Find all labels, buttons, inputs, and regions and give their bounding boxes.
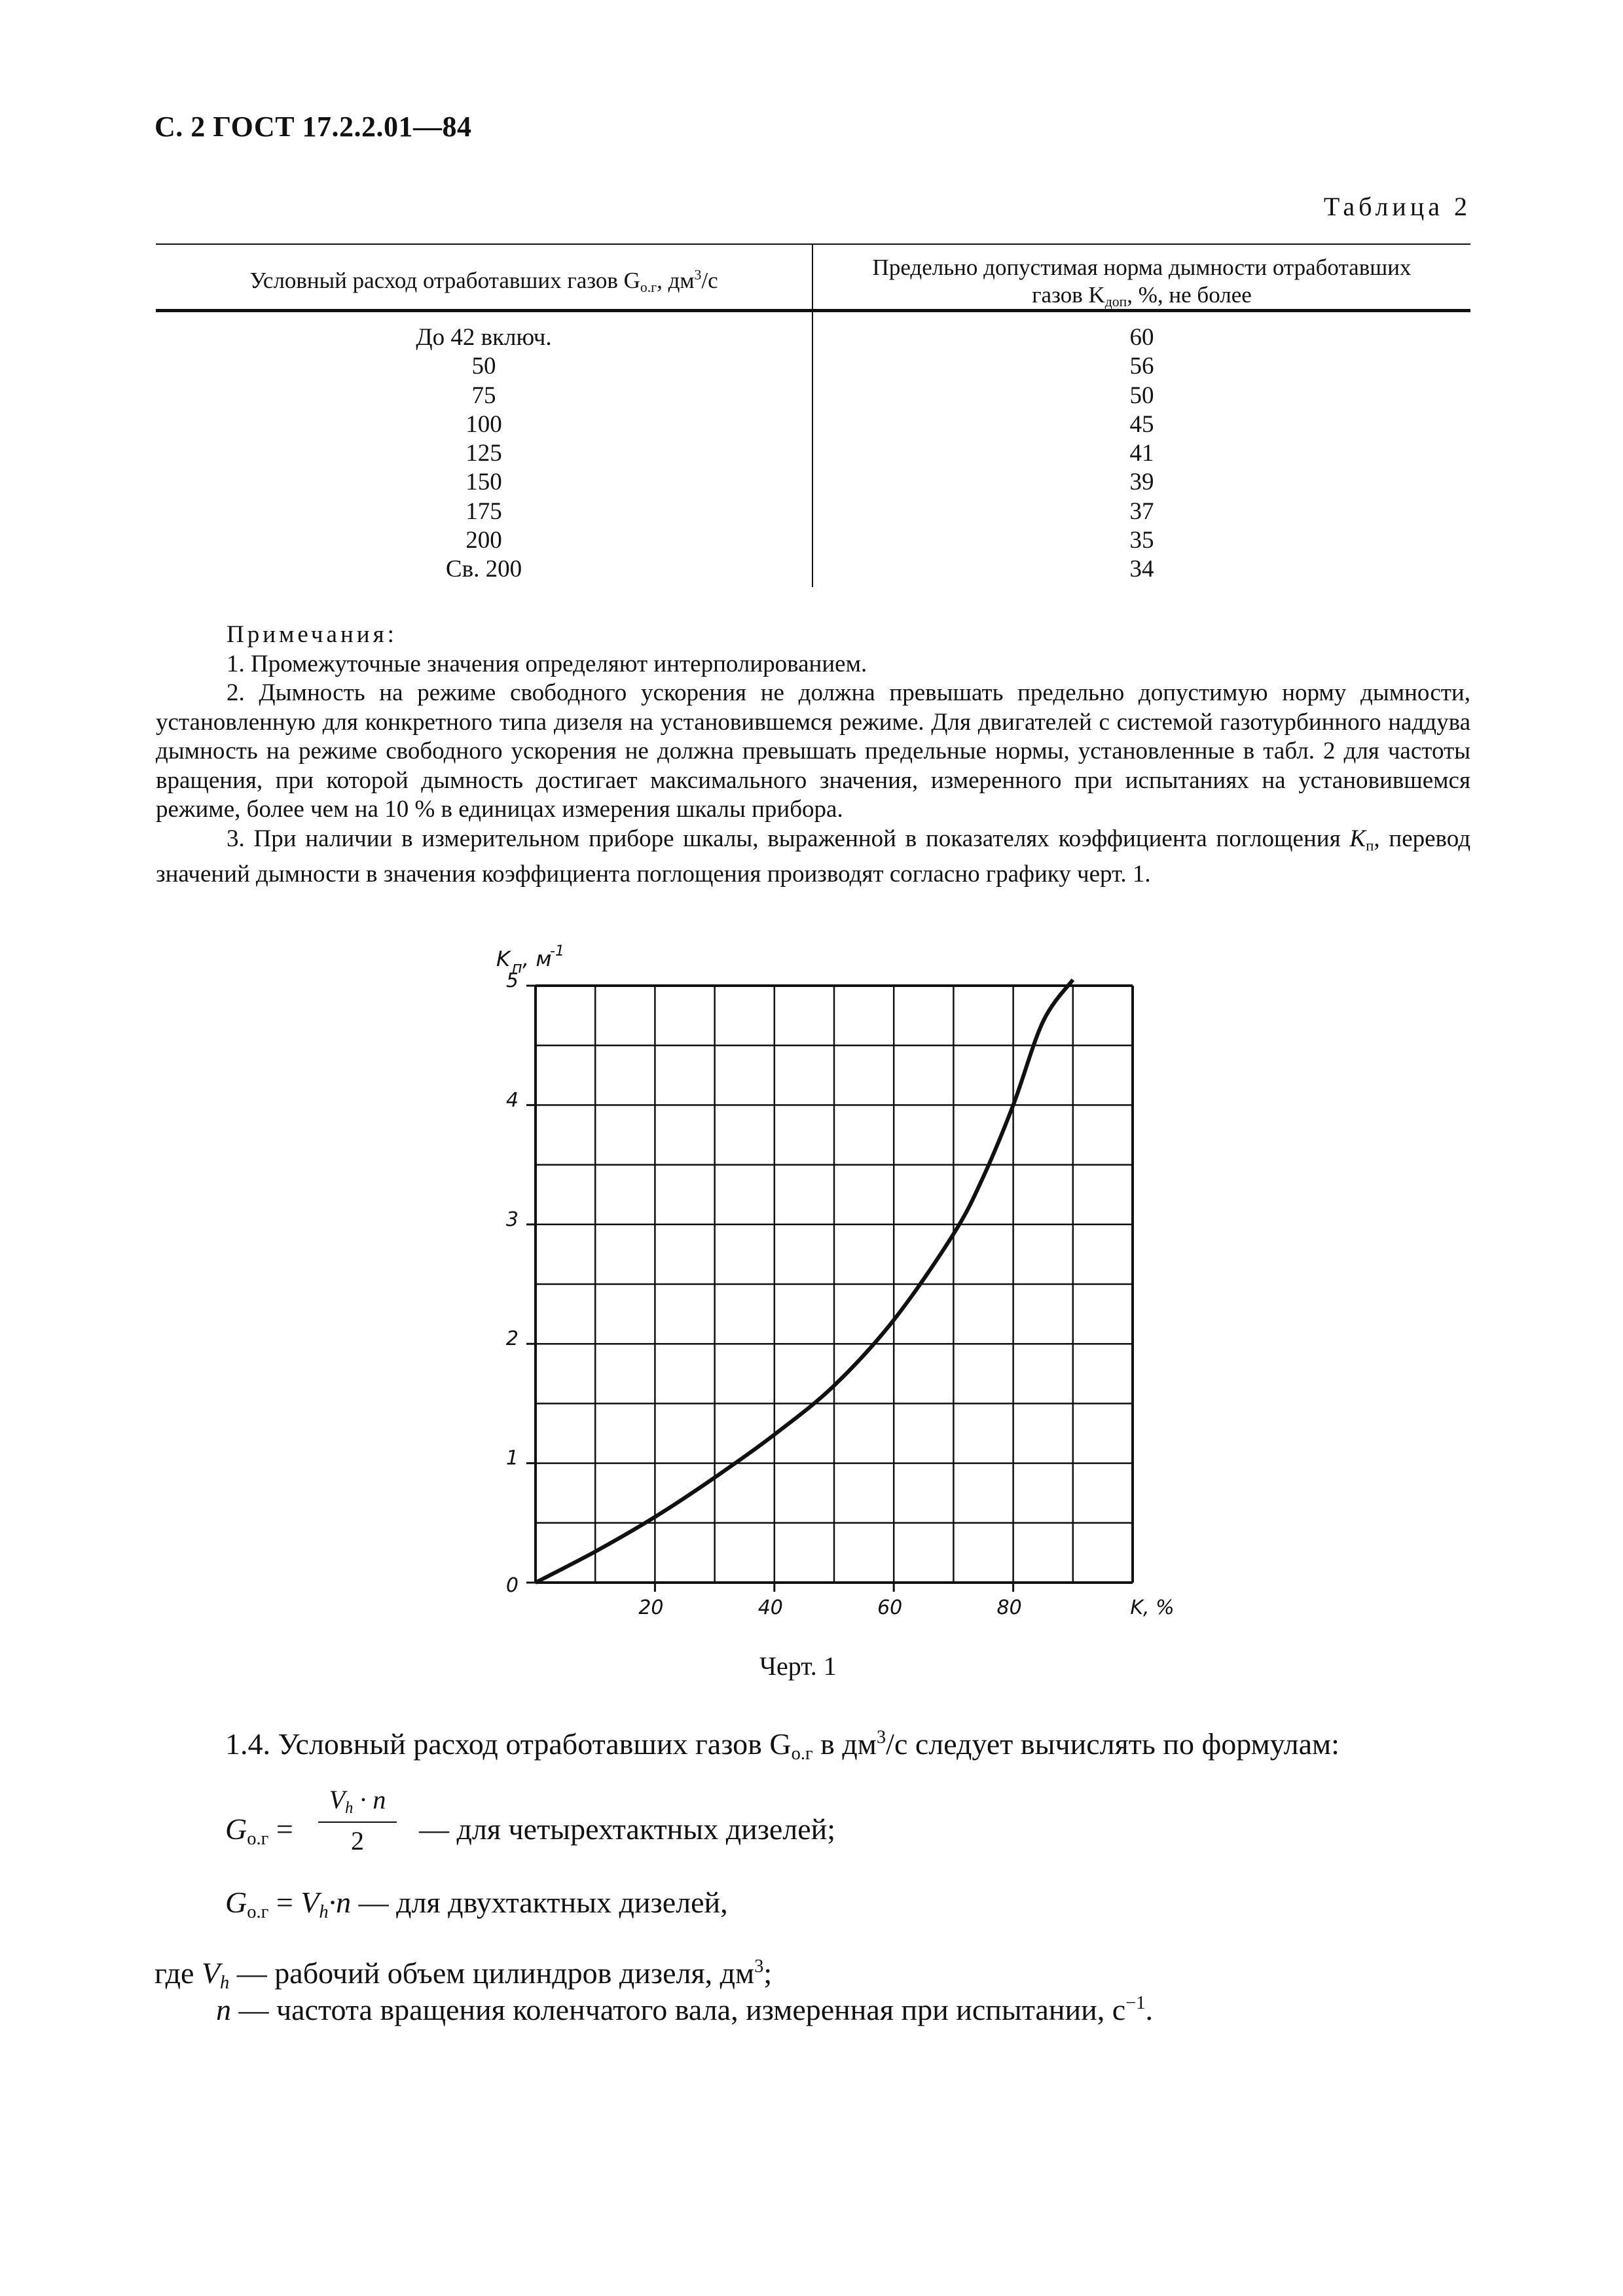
- y-tick-label: 2: [505, 1327, 519, 1351]
- table-column-flow: [156, 323, 812, 584]
- y-axis-label-unit: , м: [522, 946, 552, 971]
- definition-n: n — частота вращения коленчатого вала, измеренная при испытании, $с^{-1}$.: [216, 1992, 1153, 2026]
- table-top-rule: [156, 243, 1470, 245]
- x-tick-label: 60: [877, 1596, 903, 1619]
- note-3: 3. При наличии в измерительном приборе шкалы, выраженной в показателях коэффициента поглощения $K_п$, перевод значений дымности в значения коэффициента поглощения производят согласно графику черт. 1.: [156, 825, 1471, 888]
- table-cell: 50: [471, 353, 496, 380]
- x-axis-label: K, %: [1130, 1596, 1175, 1619]
- y-tick-label: 3: [505, 1208, 519, 1231]
- section-1-4-text: 1.4. Условный расход отработавших газов $G_{о.г}$ в $дм^3/с$ следует вычислять по формулам:: [225, 1727, 1340, 1764]
- table-cell: До 42 включ.: [416, 324, 552, 351]
- y-axis-label-sup: -1: [550, 943, 564, 960]
- notes-title: Примечания:: [227, 621, 397, 648]
- x-tick-label: 20: [638, 1596, 664, 1619]
- table-cell: 50: [1129, 382, 1154, 409]
- table-cell: 150: [465, 469, 502, 496]
- y-tick-label: 1: [505, 1446, 519, 1470]
- chart-caption: Черт. 1: [759, 1651, 837, 1681]
- note-2: 2. Дымность на режиме свободного ускорения не должна превышать предельно допустимую норму дымности, установленную для конкретного типа дизеля на установившемся режиме. Для двигателей с системой газотурбинного наддува дымность на режиме свободного ускорения не должна превышать предельные нормы, установленные в табл. 2 для частоты вращения, при которой дымность достигает максимального значения, измеренного при испытаниях на установившемся режиме, более чем на 10 % в единицах измерения шкалы прибора.: [156, 679, 1470, 823]
- table-column-norm: [813, 323, 1470, 584]
- table-cell: 39: [1129, 469, 1154, 496]
- table-header-flow: Условный расход отработавших газов $G_{о.г}$, $дм^3/с$: [249, 267, 718, 296]
- formula-four-stroke: $G_{о.г}$ = $\frac{V_h \cdot n}{2}$ — для четырехтактных дизелей;: [225, 1785, 836, 1856]
- formula-fraction: $\frac{V_h \cdot n}{2}$: [318, 1784, 397, 1856]
- table-header-norm: Предельно допустимая норма дымности отработавших газов $K_{доп}$, %, не более: [872, 255, 1412, 310]
- definition-vh: где $V_h$ — рабочий объем цилиндров дизеля, $дм^3$;: [155, 1956, 773, 1993]
- y-axis-label-sub: п: [512, 958, 522, 977]
- table-cell: 45: [1129, 410, 1154, 438]
- table-cell: 75: [471, 382, 496, 409]
- table-notes: [156, 620, 1470, 889]
- formula-two-stroke: $G_{о.г} = V_h\cdot n$ — для двухтактных дизелей,: [225, 1886, 728, 1922]
- table-cell: 34: [1129, 556, 1154, 583]
- table-cell: 175: [465, 497, 502, 525]
- y-tick-label: 5: [505, 969, 519, 992]
- x-tick-label: 40: [757, 1596, 783, 1619]
- table-cell: 35: [1129, 527, 1154, 554]
- table-cell: Св. 200: [445, 556, 522, 583]
- x-tick-label: 80: [996, 1596, 1022, 1619]
- table-cell: 37: [1129, 497, 1154, 525]
- page-header: С. 2 ГОСТ 17.2.2.01—84: [155, 111, 472, 143]
- table-cell: 56: [1129, 353, 1154, 380]
- y-tick-label: 4: [505, 1088, 519, 1112]
- table-cell: 41: [1129, 440, 1154, 467]
- table-caption: Таблица 2: [1323, 192, 1471, 221]
- table-cell: 125: [465, 440, 502, 467]
- y-axis-label: K: [496, 946, 510, 971]
- table-cell: 200: [465, 527, 502, 554]
- note-1: 1. Промежуточные значения определяют интерполированием.: [227, 650, 867, 677]
- table-cell: 100: [465, 410, 502, 438]
- series-line: [536, 980, 1073, 1583]
- table-cell: 60: [1129, 324, 1154, 351]
- y-tick-label: 0: [505, 1574, 519, 1597]
